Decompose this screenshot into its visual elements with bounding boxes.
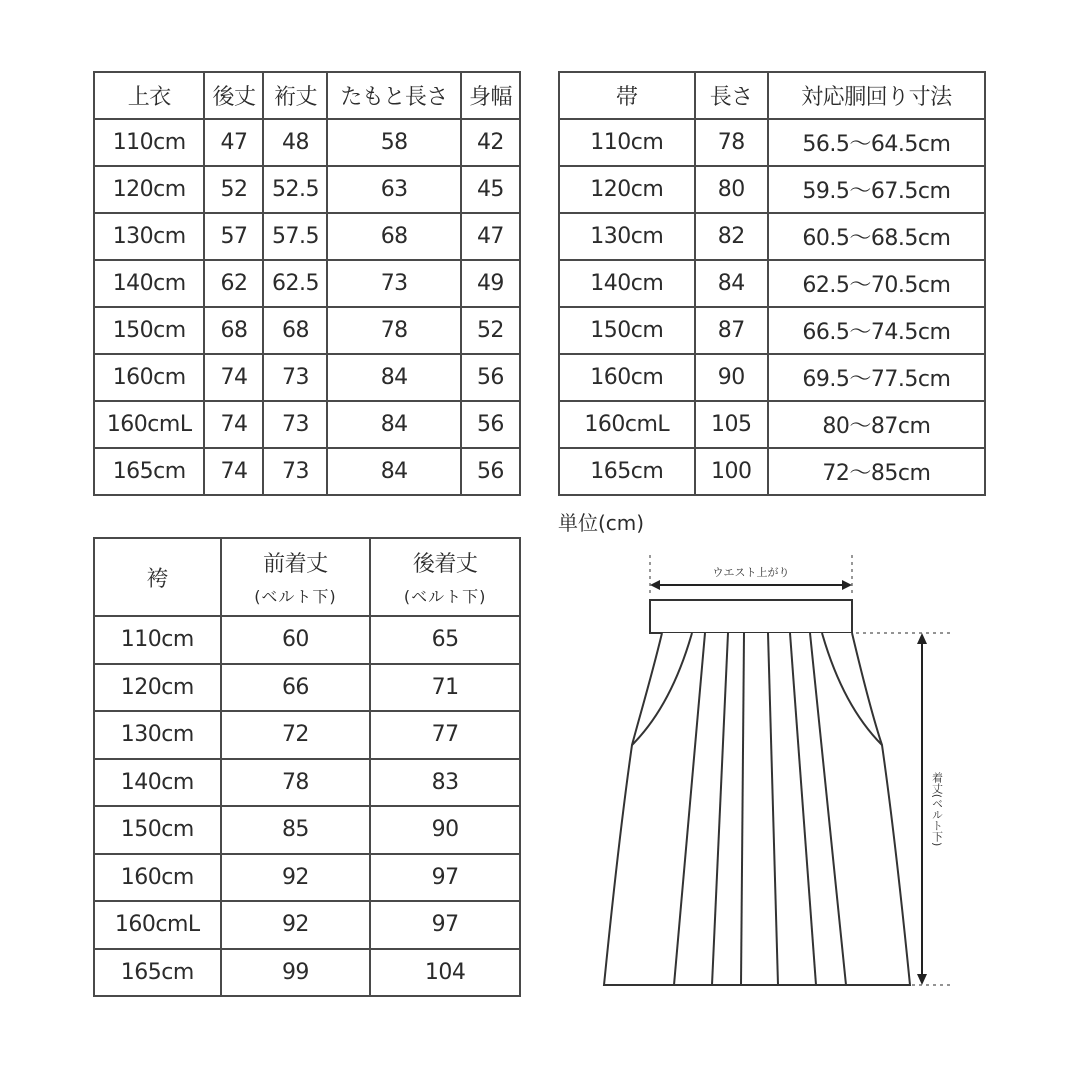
table-row — [559, 166, 985, 213]
table-header-row — [94, 538, 520, 616]
length-arrow-top-head — [917, 633, 927, 644]
value-cell: 78 — [221, 759, 371, 807]
value-cell: 73 — [263, 448, 327, 495]
value-cell: 78 — [327, 307, 460, 354]
waist-arrow-right-head — [842, 580, 852, 590]
value-cell: 68 — [263, 307, 327, 354]
value-cell: 68 — [204, 307, 263, 354]
size-label-cell: 160cmL — [94, 901, 221, 949]
hakama-size-table — [93, 537, 521, 997]
hakama-diagram — [600, 545, 960, 995]
header-cell: 対応胴回り寸法 — [768, 72, 985, 119]
size-label-cell: 165cm — [94, 448, 204, 495]
header-label: 前着丈 — [263, 552, 328, 577]
value-cell: 60.5〜68.5cm — [768, 213, 985, 260]
value-cell: 72〜85cm — [768, 448, 985, 495]
size-label-cell: 150cm — [94, 307, 204, 354]
top-garment-size-table — [93, 71, 521, 496]
table-row — [559, 260, 985, 307]
header-cell: 身幅 — [461, 72, 520, 119]
value-cell: 56 — [461, 448, 520, 495]
value-cell: 92 — [221, 854, 371, 902]
waist-arrow-left-head — [650, 580, 660, 590]
table-row — [94, 759, 520, 807]
header-sublabel: (ベルト下) — [403, 587, 487, 606]
table-row — [94, 711, 520, 759]
table-row — [94, 901, 520, 949]
value-cell: 66.5〜74.5cm — [768, 307, 985, 354]
table-row — [94, 119, 520, 166]
value-cell: 62 — [204, 260, 263, 307]
table-row — [94, 307, 520, 354]
table-row — [94, 213, 520, 260]
value-cell: 49 — [461, 260, 520, 307]
value-cell: 60 — [221, 616, 371, 664]
value-cell: 73 — [263, 354, 327, 401]
value-cell: 63 — [327, 166, 460, 213]
header-cell: たもと長さ — [327, 72, 460, 119]
value-cell: 56.5〜64.5cm — [768, 119, 985, 166]
value-cell: 77 — [370, 711, 520, 759]
value-cell: 105 — [695, 401, 768, 448]
table-row — [559, 307, 985, 354]
value-cell: 52 — [461, 307, 520, 354]
size-label-cell: 165cm — [559, 448, 695, 495]
value-cell: 65 — [370, 616, 520, 664]
value-cell: 97 — [370, 901, 520, 949]
value-cell: 78 — [695, 119, 768, 166]
value-cell: 52 — [204, 166, 263, 213]
table-row — [94, 616, 520, 664]
value-cell: 97 — [370, 854, 520, 902]
value-cell: 42 — [461, 119, 520, 166]
table-row — [559, 401, 985, 448]
value-cell: 57.5 — [263, 213, 327, 260]
table-header-row — [559, 72, 985, 119]
size-label-cell: 160cm — [94, 354, 204, 401]
size-label-cell: 110cm — [559, 119, 695, 166]
value-cell: 84 — [327, 448, 460, 495]
value-cell: 57 — [204, 213, 263, 260]
table-row — [94, 664, 520, 712]
value-cell: 90 — [370, 806, 520, 854]
value-cell: 73 — [327, 260, 460, 307]
header-label: 袴 — [146, 566, 169, 592]
header-cell: 帯 — [559, 72, 695, 119]
size-label-cell: 120cm — [94, 664, 221, 712]
value-cell: 72 — [221, 711, 371, 759]
value-cell: 56 — [461, 354, 520, 401]
header-cell — [94, 538, 221, 616]
value-cell: 66 — [221, 664, 371, 712]
value-cell: 74 — [204, 448, 263, 495]
value-cell: 47 — [461, 213, 520, 260]
size-label-cell: 160cm — [94, 854, 221, 902]
size-label-cell: 120cm — [559, 166, 695, 213]
size-label-cell: 160cmL — [94, 401, 204, 448]
value-cell: 48 — [263, 119, 327, 166]
obi-size-table — [558, 71, 986, 496]
value-cell: 45 — [461, 166, 520, 213]
value-cell: 74 — [204, 354, 263, 401]
table-row — [559, 354, 985, 401]
value-cell: 47 — [204, 119, 263, 166]
value-cell: 69.5〜77.5cm — [768, 354, 985, 401]
size-label-cell: 140cm — [94, 759, 221, 807]
value-cell: 84 — [327, 354, 460, 401]
value-cell: 83 — [370, 759, 520, 807]
table-header-row — [94, 72, 520, 119]
value-cell: 80〜87cm — [768, 401, 985, 448]
length-label: 着丈(ベルト下) — [930, 771, 944, 847]
value-cell: 82 — [695, 213, 768, 260]
value-cell: 68 — [327, 213, 460, 260]
value-cell: 104 — [370, 949, 520, 997]
header-cell: 裄丈 — [263, 72, 327, 119]
value-cell: 84 — [327, 401, 460, 448]
value-cell: 87 — [695, 307, 768, 354]
size-label-cell: 165cm — [94, 949, 221, 997]
value-cell: 56 — [461, 401, 520, 448]
value-cell: 52.5 — [263, 166, 327, 213]
value-cell: 62.5 — [263, 260, 327, 307]
value-cell: 90 — [695, 354, 768, 401]
value-cell: 85 — [221, 806, 371, 854]
header-cell — [221, 538, 371, 616]
size-label-cell: 130cm — [94, 213, 204, 260]
size-label-cell: 130cm — [94, 711, 221, 759]
header-cell — [370, 538, 520, 616]
size-label-cell: 130cm — [559, 213, 695, 260]
header-cell: 上衣 — [94, 72, 204, 119]
table-row — [559, 448, 985, 495]
table-row — [559, 119, 985, 166]
size-label-cell: 110cm — [94, 616, 221, 664]
size-label-cell: 160cm — [559, 354, 695, 401]
hakama-outline — [604, 633, 910, 985]
table-row — [559, 213, 985, 260]
table-row — [94, 166, 520, 213]
size-label-cell: 140cm — [94, 260, 204, 307]
size-label-cell: 120cm — [94, 166, 204, 213]
table-row — [94, 854, 520, 902]
value-cell: 100 — [695, 448, 768, 495]
size-label-cell: 160cmL — [559, 401, 695, 448]
value-cell: 62.5〜70.5cm — [768, 260, 985, 307]
size-label-cell: 140cm — [559, 260, 695, 307]
header-cell: 長さ — [695, 72, 768, 119]
value-cell: 92 — [221, 901, 371, 949]
table-row — [94, 806, 520, 854]
value-cell: 80 — [695, 166, 768, 213]
value-cell: 74 — [204, 401, 263, 448]
header-cell: 後丈 — [204, 72, 263, 119]
value-cell: 59.5〜67.5cm — [768, 166, 985, 213]
header-sublabel: (ベルト下) — [254, 587, 337, 606]
unit-label: 単位(cm) — [558, 511, 645, 535]
header-label: 後着丈 — [412, 552, 478, 577]
table-row — [94, 354, 520, 401]
value-cell: 73 — [263, 401, 327, 448]
size-label-cell: 150cm — [94, 806, 221, 854]
table-row — [94, 949, 520, 997]
table-row — [94, 448, 520, 495]
size-label-cell: 150cm — [559, 307, 695, 354]
waist-label: ウエスト上がり — [712, 566, 790, 579]
value-cell: 58 — [327, 119, 460, 166]
table-row — [94, 401, 520, 448]
value-cell: 99 — [221, 949, 371, 997]
waistband — [650, 600, 852, 633]
value-cell: 71 — [370, 664, 520, 712]
value-cell: 84 — [695, 260, 768, 307]
table-row — [94, 260, 520, 307]
size-label-cell: 110cm — [94, 119, 204, 166]
length-arrow-bottom-head — [917, 974, 927, 985]
